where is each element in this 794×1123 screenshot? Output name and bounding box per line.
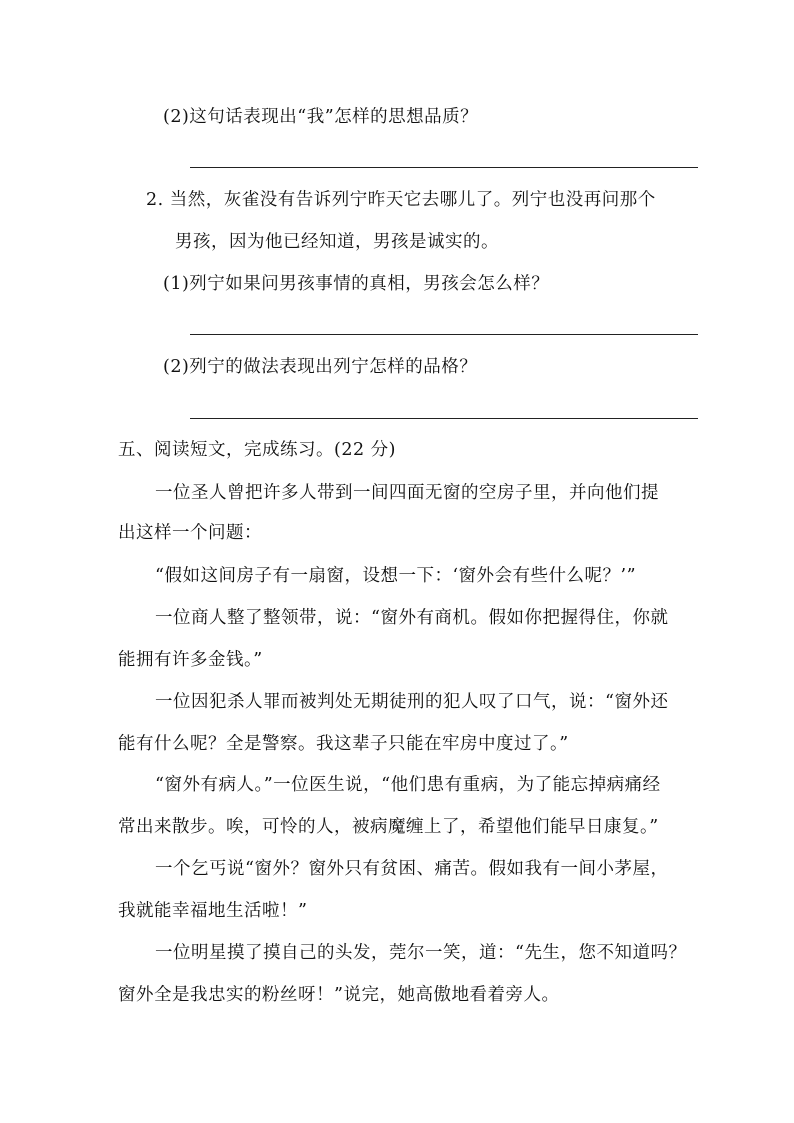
passage-line: 一位明星摸了摸自己的头发，莞尔一笑，道：“先生，您不知道吗？ bbox=[155, 943, 687, 963]
question-2-stem-line-1: 2. 当然，灰雀没有告诉列宁昨天它去哪儿了。列宁也没再问那个 bbox=[146, 190, 656, 210]
passage-line: 出这样一个问题： bbox=[118, 523, 262, 543]
passage-line: 窗外全是我忠实的粉丝呀！”说完，她高傲地看着旁人。 bbox=[118, 985, 560, 1005]
passage-line: “窗外有病人。”一位医生说，“他们患有重病，为了能忘掉病痛经 bbox=[155, 775, 661, 795]
passage-line: 一位因犯杀人罪而被判处无期徒刑的犯人叹了口气，说：“窗外还 bbox=[155, 692, 669, 712]
passage-line: 一个乞丐说“窗外？窗外只有贫困、痛苦。假如我有一间小茅屋， bbox=[155, 859, 669, 879]
passage-line: 我就能幸福地生活啦！” bbox=[118, 901, 308, 921]
passage-line: 常出来散步。唉，可怜的人，被病魔缠上了，希望他们能早日康复。” bbox=[118, 817, 659, 837]
passage-line: 一位商人整了整领带，说：“窗外有商机。假如你把握得住，你就 bbox=[155, 608, 669, 628]
question-2-stem-line-2: 男孩，因为他已经知道，男孩是诚实的。 bbox=[175, 232, 499, 252]
passage-line: 能有什么呢？全是警察。我这辈子只能在牢房中度过了。” bbox=[118, 734, 569, 754]
answer-line-q2-sub2[interactable] bbox=[190, 418, 698, 419]
passage-line: 能拥有许多金钱。” bbox=[118, 650, 263, 670]
passage-line: “假如这间房子有一扇窗，设想一下：‘窗外会有些什么呢？’” bbox=[155, 566, 637, 586]
question-2-sub-2: (2)列宁的做法表现出列宁怎样的品格？ bbox=[163, 357, 478, 377]
passage-line: 一位圣人曾把许多人带到一间四面无窗的空房子里，并向他们提 bbox=[155, 483, 659, 503]
question-1-sub-2: (2)这句话表现出“我”怎样的思想品质？ bbox=[163, 107, 479, 127]
answer-line-q1-sub2[interactable] bbox=[190, 167, 698, 168]
question-2-sub-1: (1)列宁如果问男孩事情的真相，男孩会怎么样？ bbox=[163, 274, 550, 294]
section-5-heading: 五、阅读短文，完成练习。(22 分) bbox=[118, 440, 396, 460]
answer-line-q2-sub1[interactable] bbox=[190, 334, 698, 335]
